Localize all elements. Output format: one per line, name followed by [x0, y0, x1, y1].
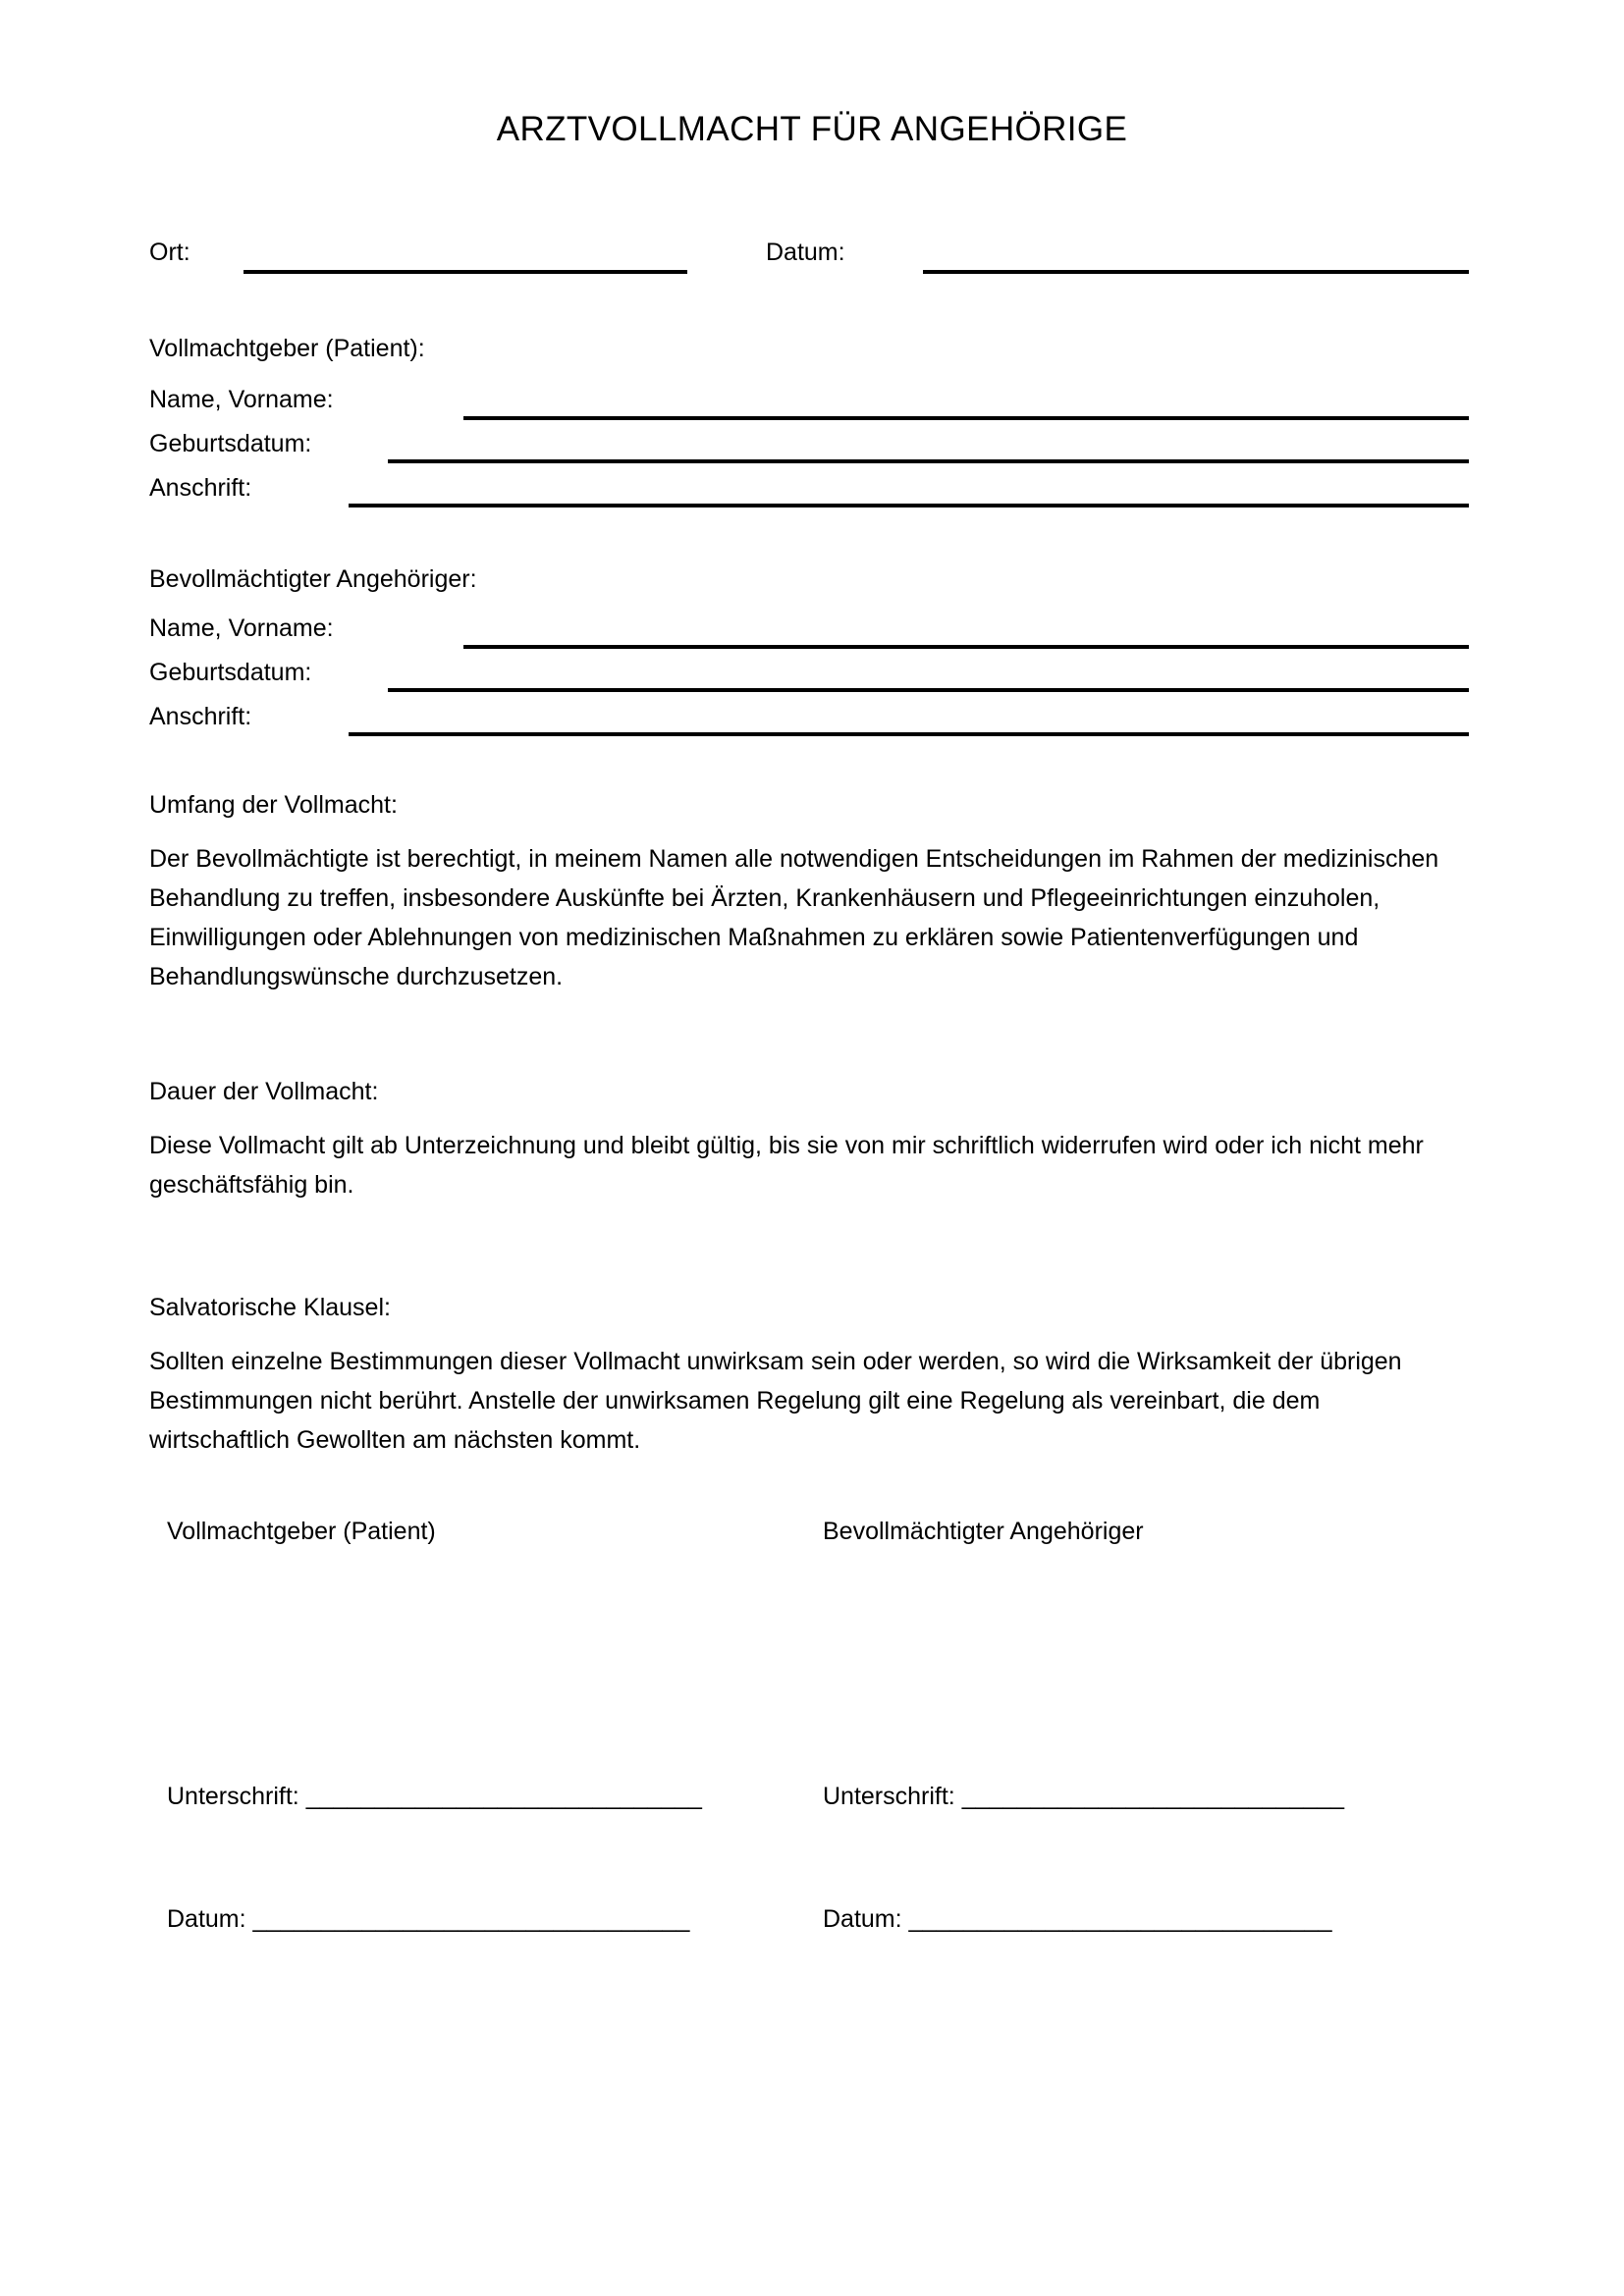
date-line-grantor[interactable]: Datum: ________________________________ — [167, 1905, 690, 1933]
signature-heading-grantor: Vollmachtgeber (Patient) — [167, 1518, 436, 1545]
representative-address-input-line[interactable] — [349, 732, 1469, 736]
representative-address-label: Anschrift: — [149, 703, 252, 730]
grantor-heading: Vollmachtgeber (Patient): — [149, 335, 425, 362]
signature-line-grantor[interactable]: Unterschrift: _____________________________ — [167, 1783, 702, 1810]
representative-heading: Bevollmächtigter Angehöriger: — [149, 565, 477, 593]
grantor-address-label: Anschrift: — [149, 474, 252, 502]
severability-heading: Salvatorische Klausel: — [149, 1294, 391, 1321]
grantor-name-label: Name, Vorname: — [149, 386, 334, 413]
grantor-birthdate-label: Geburtsdatum: — [149, 430, 312, 457]
scope-text: Der Bevollmächtigte ist berechtigt, in meinem Namen alle notwendigen Entscheidungen im Rahmen der medizinischen Behandlung zu treffen, insbesondere Auskünfte bei Ärzten, Krankenhäusern und Pflegeeinrichtungen einzuholen, Einwilligungen oder Ablehnungen von medizinischen Maßnahmen zu erklären sowie Patientenverfügungen und Behandlungswünsche durchzusetzen. — [149, 845, 1439, 990]
representative-name-label: Name, Vorname: — [149, 614, 334, 642]
duration-text: Diese Vollmacht gilt ab Unterzeichnung und bleibt gültig, bis sie von mir schriftlich widerrufen wird oder ich nicht mehr geschäftsfähig bin. — [149, 1132, 1424, 1199]
date-line-representative[interactable]: Datum: _______________________________ — [823, 1905, 1332, 1933]
grantor-address-input-line[interactable] — [349, 504, 1469, 507]
place-input-line[interactable] — [244, 270, 687, 274]
representative-birthdate-input-line[interactable] — [388, 688, 1469, 692]
date-label: Datum: — [766, 239, 845, 266]
scope-heading: Umfang der Vollmacht: — [149, 791, 398, 819]
place-label: Ort: — [149, 239, 190, 266]
representative-birthdate-label: Geburtsdatum: — [149, 659, 312, 686]
grantor-name-input-line[interactable] — [463, 416, 1469, 420]
page-title: ARZTVOLLMACHT FÜR ANGEHÖRIGE — [496, 110, 1128, 148]
duration-heading: Dauer der Vollmacht: — [149, 1078, 379, 1105]
severability-text: Sollten einzelne Bestimmungen dieser Vollmacht unwirksam sein oder werden, so wird die Wirksamkeit der übrigen Bestimmungen nicht berührt. Anstelle der unwirksamen Regelung gilt eine Regelung als vereinbart, die dem wirtschaftlich Gewollten am nächsten kommt. — [149, 1348, 1402, 1454]
grantor-birthdate-input-line[interactable] — [388, 459, 1469, 463]
signature-heading-representative: Bevollmächtigter Angehöriger — [823, 1518, 1144, 1545]
date-input-line[interactable] — [923, 270, 1469, 274]
signature-line-representative[interactable]: Unterschrift: ____________________________ — [823, 1783, 1345, 1810]
representative-name-input-line[interactable] — [463, 645, 1469, 649]
